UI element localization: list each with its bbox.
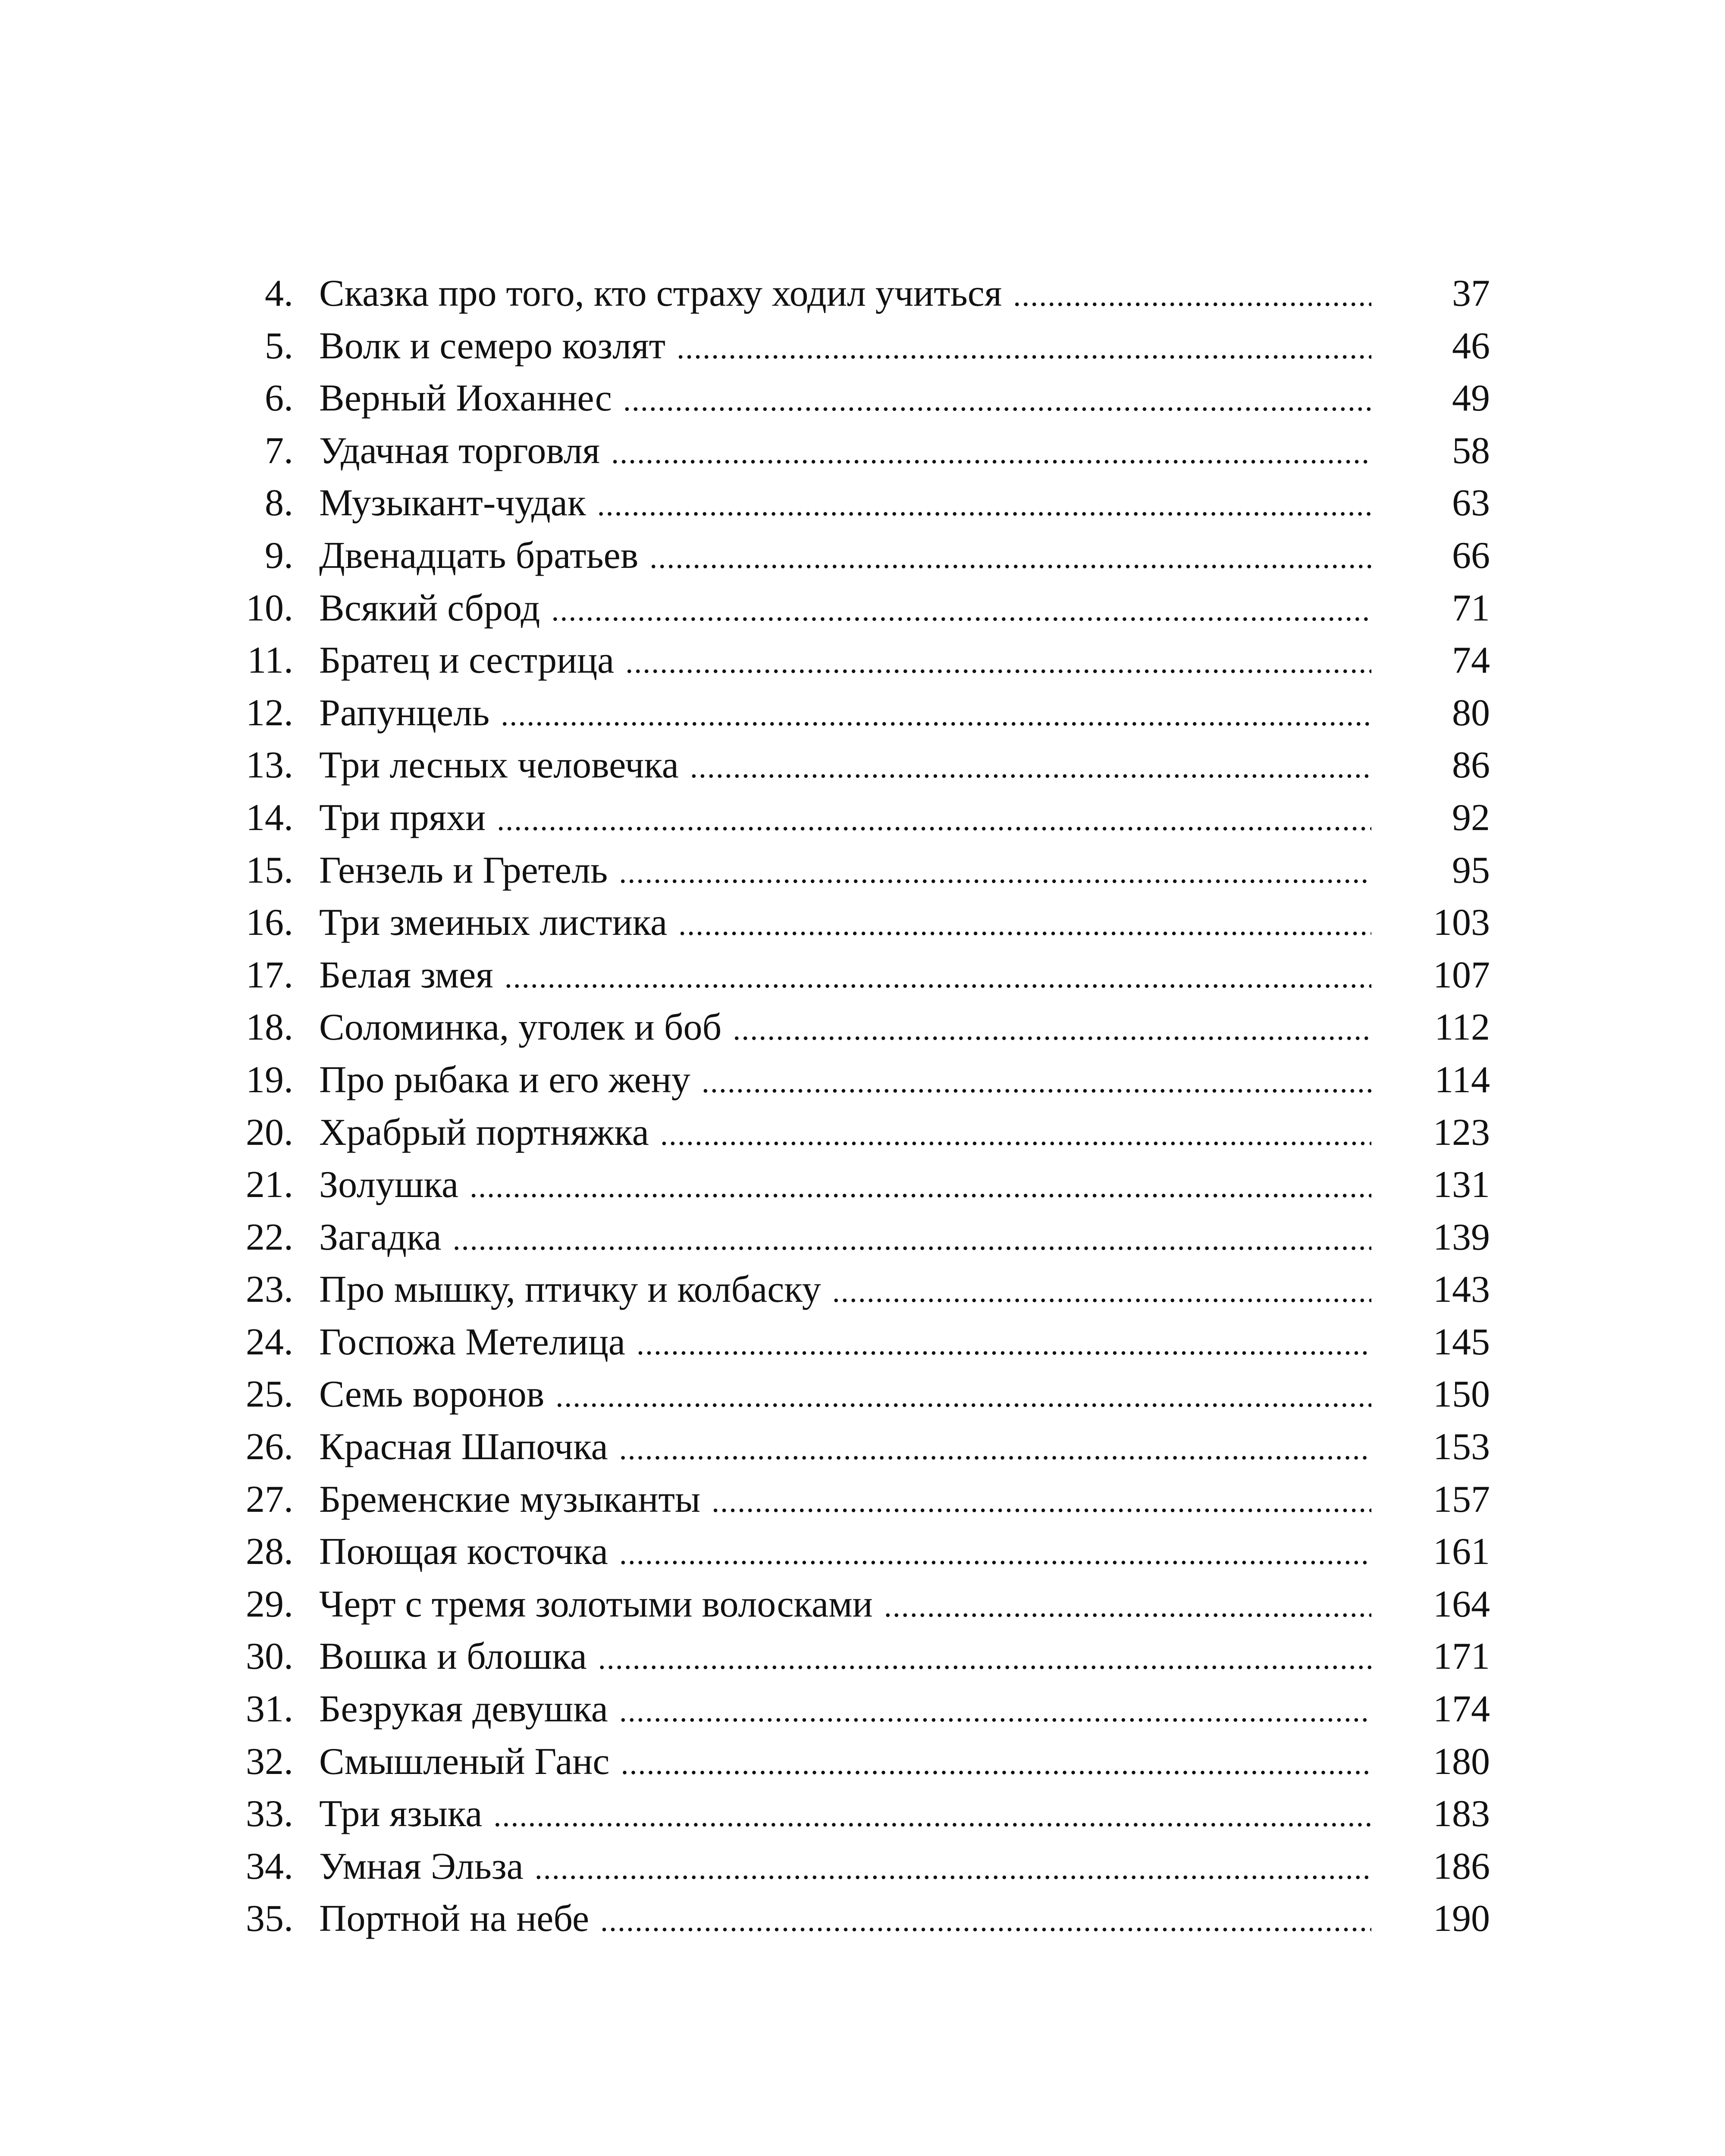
toc-entry: [0, 687, 1725, 740]
toc-entry-page-number: 92: [1452, 796, 1490, 839]
toc-entry-page-number: 171: [1433, 1636, 1490, 1678]
toc-entry-title: Смышленый Ганс: [319, 1736, 621, 1788]
dot-leader: [660, 1109, 1371, 1161]
toc-entry-page-number: 74: [1452, 639, 1490, 682]
toc-entry: [0, 1578, 1725, 1631]
dot-leader: [637, 1318, 1371, 1371]
toc-entry-title: Три змеиных листика: [319, 896, 678, 949]
toc-entry: [0, 949, 1725, 1002]
toc-entry-leader: [319, 1630, 1371, 1685]
toc-entry-number: 31.: [246, 1688, 293, 1730]
toc-entry-title: Умная Эльза: [319, 1840, 535, 1893]
toc-entry-page-number: 86: [1452, 744, 1490, 787]
toc-entry-title: Семь воронов: [319, 1368, 555, 1421]
toc-entry-leader: [319, 1893, 1371, 1947]
toc-entry-page-number: 58: [1452, 429, 1490, 472]
toc-entry-number: 21.: [246, 1164, 293, 1206]
toc-entry-page-number: 150: [1433, 1373, 1490, 1416]
toc-entry-leader: [319, 739, 1371, 794]
toc-entry: [0, 267, 1725, 320]
toc-entry-page-number: 46: [1452, 325, 1490, 367]
toc-entry-leader: [319, 530, 1371, 584]
toc-entry-title: Три лесных человечка: [319, 739, 690, 792]
dot-leader: [649, 532, 1371, 584]
toc-entry-title: Черт с тремя золотыми волосками: [319, 1578, 884, 1631]
toc-entry: [0, 582, 1725, 635]
toc-entry-leader: [319, 792, 1371, 846]
dot-leader: [884, 1580, 1371, 1633]
dot-leader: [535, 1843, 1371, 1895]
toc-entry-number: 9.: [265, 534, 293, 577]
toc-entry-page-number: 66: [1452, 534, 1490, 577]
toc-entry-leader: [319, 477, 1371, 532]
toc-entry-leader: [319, 320, 1371, 375]
toc-entry-page-number: 114: [1434, 1059, 1490, 1101]
toc-entry: [0, 1211, 1725, 1264]
toc-entry-number: 29.: [246, 1583, 293, 1625]
toc-entry: [0, 1893, 1725, 1945]
toc-entry-leader: [319, 1473, 1371, 1528]
dot-leader: [619, 1423, 1371, 1476]
toc-entry-leader: [319, 1578, 1371, 1633]
dot-leader: [677, 322, 1371, 375]
toc-entry-number: 14.: [246, 796, 293, 839]
toc-entry-page-number: 157: [1433, 1478, 1490, 1520]
toc-entry: [0, 1788, 1725, 1840]
toc-entry-title: Всякий сброд: [319, 582, 551, 635]
toc-entry-number: 17.: [246, 954, 293, 996]
toc-entry: [0, 1683, 1725, 1736]
toc-entry-title: Музыкант-чудак: [319, 477, 597, 530]
toc-entry-leader: [319, 844, 1371, 899]
toc-entry-page-number: 161: [1433, 1531, 1490, 1573]
toc-entry-page-number: 145: [1433, 1321, 1490, 1363]
toc-entry-title: Красная Шапочка: [319, 1421, 619, 1473]
toc-entry-leader: [319, 634, 1371, 689]
toc-entry-number: 6.: [265, 377, 293, 420]
toc-entry-title: Бременские музыканты: [319, 1473, 712, 1526]
dot-leader: [505, 951, 1371, 1004]
toc-entry-page-number: 107: [1433, 954, 1490, 996]
toc-entry-leader: [319, 687, 1371, 742]
toc-entry-number: 24.: [246, 1321, 293, 1363]
dot-leader: [625, 636, 1371, 689]
toc-entry-page-number: 186: [1433, 1845, 1490, 1887]
toc-entry: [0, 1263, 1725, 1316]
toc-entry-number: 26.: [246, 1426, 293, 1468]
toc-entry-title: Рапунцель: [319, 687, 501, 740]
toc-entry-leader: [319, 896, 1371, 951]
toc-entry-number: 10.: [246, 587, 293, 629]
toc-entry-title: Про мышку, птичку и колбаску: [319, 1263, 832, 1316]
toc-entry-title: Верный Иоханнес: [319, 372, 623, 425]
dot-leader: [597, 479, 1371, 532]
dot-leader: [832, 1266, 1371, 1318]
toc-entry: [0, 1054, 1725, 1106]
toc-entry-number: 15.: [246, 849, 293, 891]
toc-entry-leader: [319, 582, 1371, 637]
toc-entry: [0, 477, 1725, 530]
toc-entry-title: Загадка: [319, 1211, 453, 1264]
toc-entry-page-number: 174: [1433, 1688, 1490, 1730]
toc-entry: [0, 634, 1725, 687]
dot-leader: [611, 427, 1371, 479]
dot-leader: [623, 374, 1371, 427]
toc-entry-page-number: 37: [1452, 273, 1490, 314]
dot-leader: [493, 1790, 1371, 1843]
toc-entry: [0, 1159, 1725, 1211]
dot-leader: [619, 1685, 1371, 1738]
toc-entry: [0, 425, 1725, 477]
dot-leader: [600, 1895, 1371, 1947]
toc-entry-number: 13.: [246, 744, 293, 787]
toc-entry-title: Три языка: [319, 1788, 493, 1840]
dot-leader: [621, 1738, 1371, 1790]
toc-entry: [0, 844, 1725, 897]
toc-entry-leader: [319, 1526, 1371, 1580]
toc-entry: [0, 1368, 1725, 1421]
dot-leader: [619, 1528, 1371, 1580]
dot-leader: [501, 689, 1371, 742]
toc-entry-number: 20.: [246, 1111, 293, 1153]
toc-entry-title: Удачная торговля: [319, 425, 611, 477]
toc-entry: [0, 1630, 1725, 1683]
toc-entry: [0, 320, 1725, 373]
dot-leader: [497, 794, 1371, 846]
toc-entry-number: 22.: [246, 1216, 293, 1258]
toc-entry-number: 28.: [246, 1531, 293, 1573]
toc-entry: [0, 1526, 1725, 1578]
toc-entry-title: Волк и семеро козлят: [319, 320, 677, 373]
toc-entry-leader: [319, 372, 1371, 427]
toc-entry-title: Про рыбака и его жену: [319, 1054, 702, 1106]
toc-entry-number: 11.: [247, 639, 293, 682]
dot-leader: [702, 1056, 1371, 1109]
toc-entry-number: 34.: [246, 1845, 293, 1887]
toc-entry-leader: [319, 1421, 1371, 1476]
toc-entry-number: 30.: [246, 1636, 293, 1678]
toc-entry-title: Три пряхи: [319, 792, 497, 844]
toc-entry-page-number: 80: [1452, 692, 1490, 734]
dot-leader: [1013, 270, 1371, 322]
toc-entry-page-number: 49: [1452, 377, 1490, 420]
toc-entry-title: Братец и сестрица: [319, 634, 625, 687]
toc-entry-number: 27.: [246, 1478, 293, 1520]
toc-entry-leader: [319, 949, 1371, 1004]
dot-leader: [690, 741, 1371, 794]
toc-entry-title: Соломинка, уголек и боб: [319, 1001, 733, 1054]
toc-entry-number: 12.: [246, 692, 293, 734]
dot-leader: [733, 1003, 1371, 1056]
toc-entry-title: Двенадцать братьев: [319, 530, 649, 582]
toc-entry: [0, 1001, 1725, 1054]
toc-entry-page-number: 71: [1452, 587, 1490, 629]
toc-entry-leader: [319, 1001, 1371, 1056]
toc-entry: [0, 1840, 1725, 1893]
toc-entry-title: Храбрый портняжка: [319, 1106, 660, 1159]
toc-entry-leader: [319, 1683, 1371, 1738]
toc-entry-number: 32.: [246, 1740, 293, 1783]
toc-entry: [0, 792, 1725, 844]
toc-entry-leader: [319, 1316, 1371, 1371]
toc-entry-page-number: 139: [1433, 1216, 1490, 1258]
toc-entry: [0, 1421, 1725, 1473]
toc-entry-leader: [319, 1263, 1371, 1318]
toc-entry-page-number: 143: [1433, 1269, 1490, 1311]
toc-entry: [0, 739, 1725, 792]
dot-leader: [551, 584, 1371, 637]
toc-entry-number: 18.: [246, 1006, 293, 1049]
table-of-contents: [0, 267, 1725, 1945]
dot-leader: [619, 846, 1371, 899]
toc-entry-page-number: 131: [1433, 1164, 1490, 1206]
toc-entry-leader: [319, 1788, 1371, 1843]
dot-leader: [678, 899, 1371, 951]
toc-entry-number: 33.: [246, 1793, 293, 1835]
toc-entry-page-number: 190: [1433, 1898, 1490, 1940]
toc-entry-number: 5.: [265, 325, 293, 367]
toc-entry-title: Сказка про того, кто страху ходил учиться: [319, 267, 1013, 320]
toc-entry-leader: [319, 1054, 1371, 1109]
toc-entry-title: Вошка и блошка: [319, 1630, 598, 1683]
toc-entry-number: 4.: [265, 273, 293, 314]
toc-entry: [0, 1736, 1725, 1788]
toc-entry-number: 8.: [265, 482, 293, 524]
toc-entry-leader: [319, 1840, 1371, 1895]
toc-entry-title: Поющая косточка: [319, 1526, 619, 1578]
toc-entry-leader: [319, 1736, 1371, 1790]
toc-entry-page-number: 183: [1433, 1793, 1490, 1835]
toc-entry-page-number: 164: [1433, 1583, 1490, 1625]
toc-entry-number: 19.: [246, 1059, 293, 1101]
toc-entry-page-number: 63: [1452, 482, 1490, 524]
toc-entry-title: Гензель и Гретель: [319, 844, 619, 897]
toc-entry-title: Белая змея: [319, 949, 505, 1002]
toc-entry-page-number: 180: [1433, 1740, 1490, 1783]
dot-leader: [712, 1476, 1371, 1528]
toc-entry-leader: [319, 425, 1371, 479]
toc-entry-number: 16.: [246, 902, 293, 944]
toc-entry-number: 25.: [246, 1373, 293, 1416]
toc-entry-number: 23.: [246, 1269, 293, 1311]
toc-entry-page-number: 112: [1434, 1006, 1490, 1049]
toc-entry-page-number: 95: [1452, 849, 1490, 891]
toc-entry-title: Портной на небе: [319, 1893, 600, 1945]
toc-entry-page-number: 103: [1433, 902, 1490, 944]
toc-entry-title: Госпожа Метелица: [319, 1316, 637, 1369]
dot-leader: [453, 1213, 1371, 1266]
dot-leader: [555, 1370, 1371, 1423]
toc-entry-leader: [319, 1159, 1371, 1213]
toc-entry-page-number: 123: [1433, 1111, 1490, 1153]
toc-entry: [0, 1316, 1725, 1369]
toc-entry-number: 35.: [246, 1898, 293, 1940]
toc-entry-leader: [319, 1211, 1371, 1266]
toc-entry-leader: [319, 1368, 1371, 1423]
toc-entry-title: Золушка: [319, 1159, 470, 1211]
toc-entry-number: 7.: [265, 429, 293, 472]
toc-entry-page-number: 153: [1433, 1426, 1490, 1468]
dot-leader: [598, 1633, 1371, 1685]
toc-entry: [0, 1106, 1725, 1159]
toc-entry-leader: [319, 267, 1371, 322]
toc-entry: [0, 896, 1725, 949]
toc-entry-title: Безрукая девушка: [319, 1683, 619, 1736]
dot-leader: [470, 1161, 1371, 1213]
toc-entry: [0, 1473, 1725, 1526]
toc-entry: [0, 530, 1725, 582]
toc-entry: [0, 372, 1725, 425]
toc-entry-leader: [319, 1106, 1371, 1161]
